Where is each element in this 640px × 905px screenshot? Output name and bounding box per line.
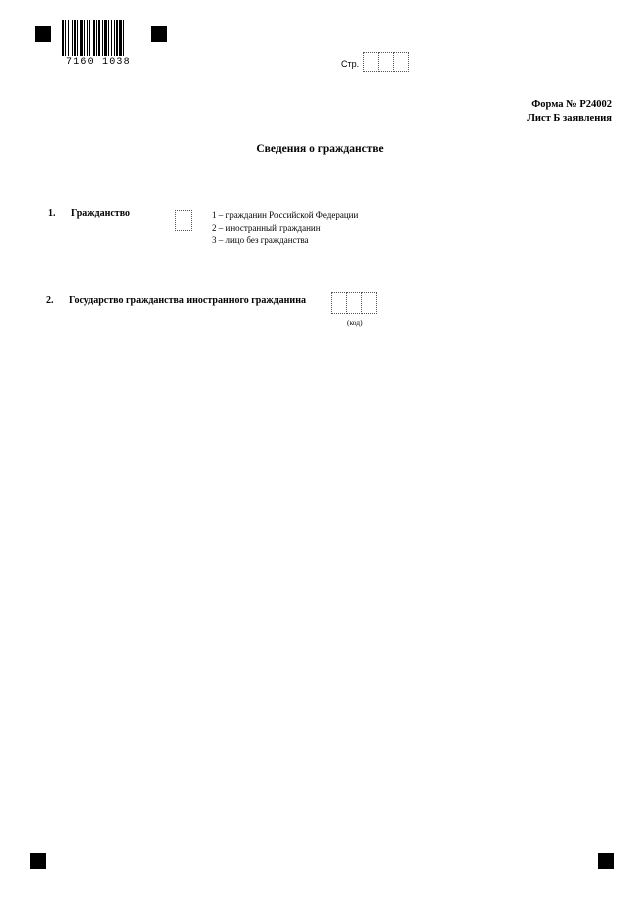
registration-marker-top-right (151, 26, 167, 42)
barcode-bar (108, 20, 109, 56)
barcode-bar (87, 20, 88, 56)
country-code-cell-1[interactable] (331, 292, 347, 314)
barcode-bar (98, 20, 100, 56)
citizenship-field (175, 210, 191, 231)
item-2-label: Государство гражданства иностранного гражданина (69, 295, 306, 306)
page-number-cell-2[interactable] (378, 52, 394, 72)
barcode-bar (111, 20, 112, 56)
barcode-bar (74, 20, 76, 56)
registration-marker-bottom-left (30, 853, 46, 869)
barcode-bar (68, 20, 69, 56)
barcode-bar (96, 20, 97, 56)
barcode-bar (104, 20, 107, 56)
barcode-bar (80, 20, 83, 56)
barcode-bar (93, 20, 95, 56)
item-1-label: Гражданство (71, 208, 131, 219)
barcode-bar (116, 20, 118, 56)
registration-marker-top-left (35, 26, 51, 42)
country-code-cell-2[interactable] (346, 292, 362, 314)
citizenship-options (212, 209, 358, 247)
barcode-bar (123, 20, 124, 56)
citizenship-option-1: 1 – гражданин Российской Федерации (212, 210, 359, 220)
barcode-bar (72, 20, 73, 56)
barcode-bar (119, 20, 122, 56)
barcode-bar (89, 20, 90, 56)
citizenship-option-3: 3 – лицо без гражданства (212, 235, 309, 245)
barcode-bar (77, 20, 78, 56)
page-number-field (363, 52, 408, 72)
country-code-cell-3[interactable] (361, 292, 377, 314)
item-1-number: 1. (48, 208, 56, 219)
item-2-number: 2. (46, 295, 54, 306)
barcode-bar (102, 20, 103, 56)
barcode-bar (84, 20, 85, 56)
citizenship-code-cell[interactable] (175, 210, 192, 231)
country-code-field (331, 292, 376, 314)
barcode-bar (62, 20, 64, 56)
page-number-cell-1[interactable] (363, 52, 379, 72)
section-title: Сведения о гражданстве (256, 143, 384, 155)
registration-marker-bottom-right (598, 853, 614, 869)
form-number: Форма № Р24002 (531, 99, 612, 110)
country-code-caption: (код) (347, 318, 363, 327)
sheet-title: Лист Б заявления (527, 113, 612, 124)
page-label: Стр. (341, 59, 360, 69)
barcode-bar (65, 20, 66, 56)
barcode-bar (114, 20, 115, 56)
citizenship-option-2: 2 – иностранный гражданин (212, 222, 321, 233)
barcode (62, 20, 148, 56)
barcode-number: 7160 1038 (66, 57, 131, 68)
page-number-cell-3[interactable] (393, 52, 409, 72)
